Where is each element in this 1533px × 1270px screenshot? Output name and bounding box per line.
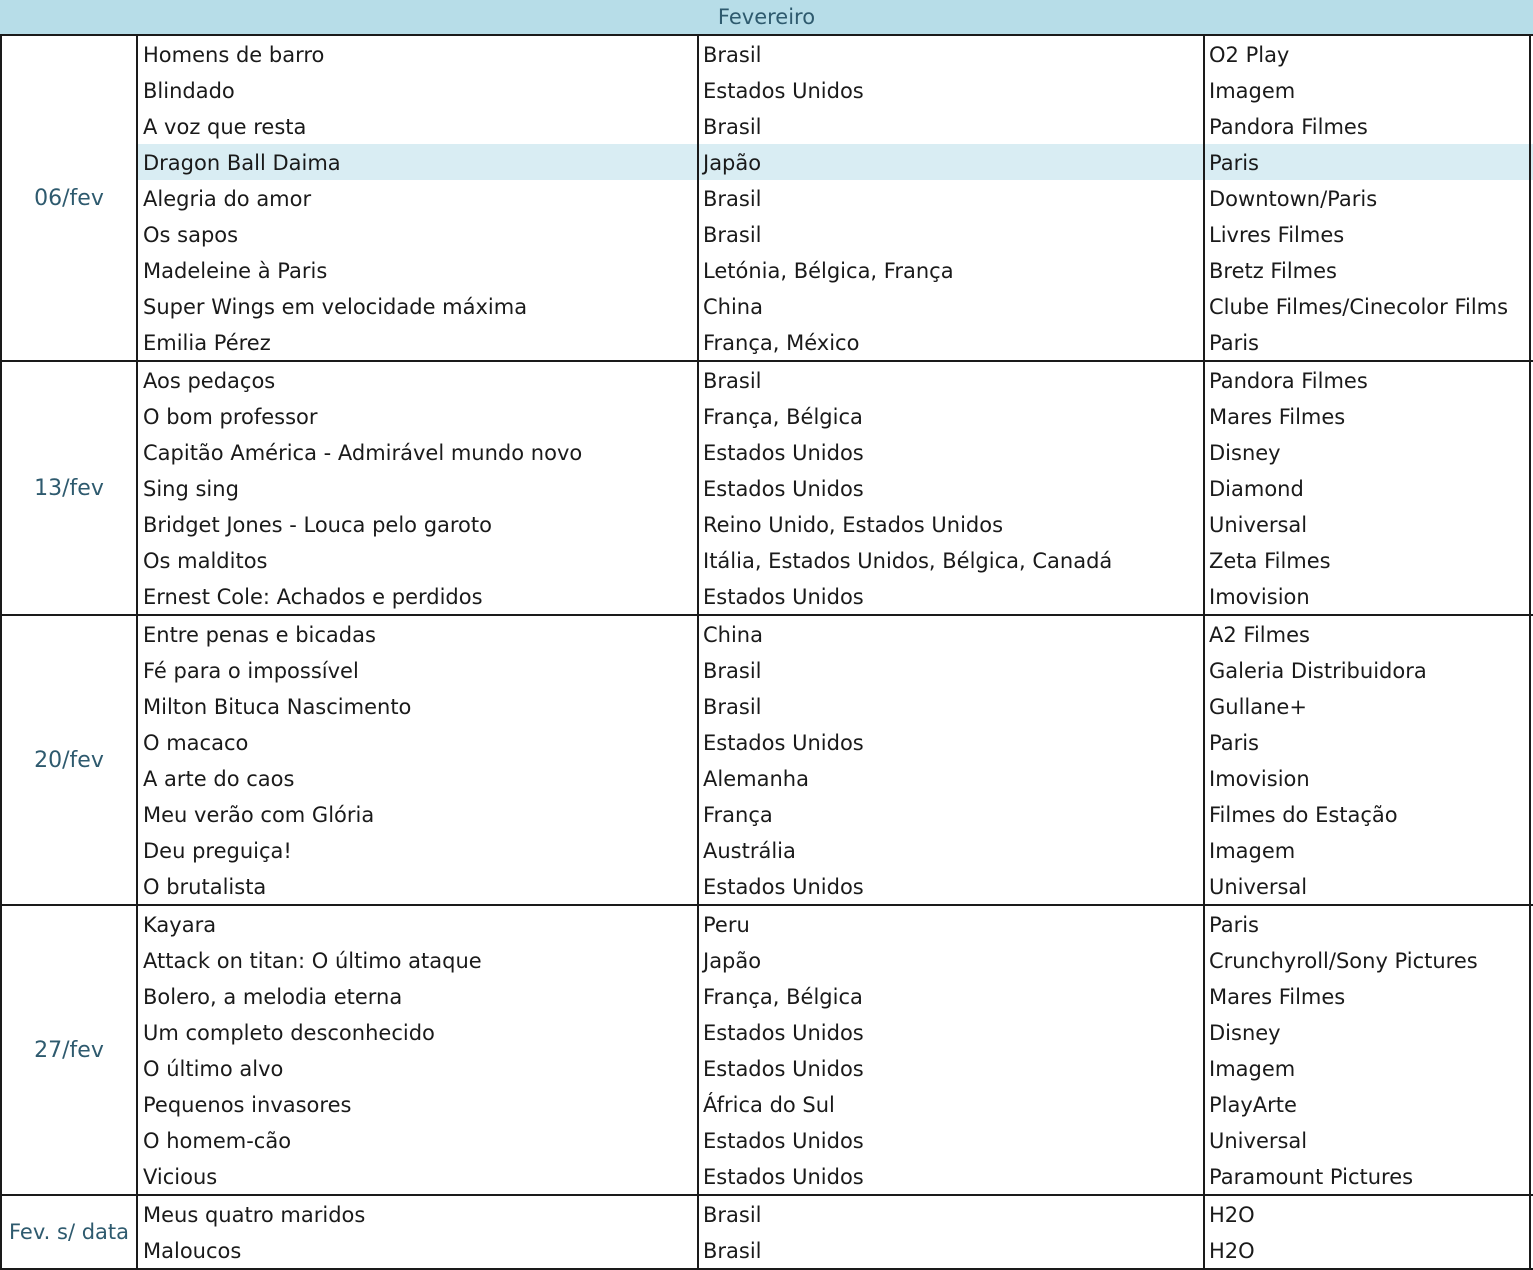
distributor-cell: Paris [1203, 324, 1531, 360]
table-row[interactable] [138, 978, 1533, 1014]
distributor-cell: H2O [1203, 1196, 1531, 1232]
table-row[interactable] [138, 1086, 1533, 1122]
film-title-cell: Meus quatro maridos [143, 1203, 366, 1227]
table-row[interactable] [138, 906, 1533, 942]
table-row[interactable] [138, 1196, 1533, 1232]
film-title-cell: Blindado [143, 79, 235, 103]
film-title-cell: Maloucos [143, 1239, 242, 1263]
country-cell: Estados Unidos [697, 868, 1203, 904]
table-row[interactable] [138, 72, 1533, 108]
month-header [0, 0, 1533, 36]
distributor-cell: Downtown/Paris [1203, 180, 1531, 216]
country-cell: África do Sul [697, 1086, 1203, 1122]
film-title-cell: A voz que resta [143, 115, 307, 139]
country-cell: Japão [697, 942, 1203, 978]
distributor-cell: Bretz Filmes [1203, 252, 1531, 288]
distributor-cell: Universal [1203, 506, 1531, 542]
country-cell: Estados Unidos [697, 1050, 1203, 1086]
film-title-cell: Kayara [143, 913, 217, 937]
table-row[interactable] [138, 506, 1533, 542]
distributor-cell: Imovision [1203, 760, 1531, 796]
country-cell: Estados Unidos [697, 1158, 1203, 1194]
film-title-cell: Vicious [143, 1165, 218, 1189]
table-row[interactable] [138, 144, 1533, 180]
distributor-cell: Diamond [1203, 470, 1531, 506]
country-cell: França, Bélgica [697, 978, 1203, 1014]
table-row[interactable] [138, 796, 1533, 832]
date-group [0, 1196, 1533, 1270]
table-row[interactable] [138, 252, 1533, 288]
distributor-cell: Pandora Filmes [1203, 362, 1531, 398]
distributor-cell: Disney [1203, 434, 1531, 470]
country-cell: Estados Unidos [697, 724, 1203, 760]
distributor-cell: Paris [1203, 906, 1531, 942]
date-group [0, 616, 1533, 906]
film-title-cell: Capitão América - Admirável mundo novo [143, 441, 583, 465]
film-title-cell: Dragon Ball Daima [143, 151, 341, 175]
table-row[interactable] [138, 652, 1533, 688]
distributor-cell: Filmes do Estação [1203, 796, 1531, 832]
film-title-cell: Meu verão com Glória [143, 803, 375, 827]
film-title-cell: Milton Bituca Nascimento [143, 695, 412, 719]
distributor-cell: Imovision [1203, 578, 1531, 614]
distributor-cell: Imagem [1203, 72, 1531, 108]
film-title-cell: Alegria do amor [143, 187, 312, 211]
table-row[interactable] [138, 470, 1533, 506]
country-cell: Brasil [697, 1196, 1203, 1232]
film-title-cell: Aos pedaços [143, 369, 276, 393]
country-cell: Brasil [697, 688, 1203, 724]
distributor-cell: Paris [1203, 144, 1531, 180]
country-cell: Estados Unidos [697, 1122, 1203, 1158]
table-row[interactable] [138, 942, 1533, 978]
date-group [0, 362, 1533, 616]
film-title-cell: Bridget Jones - Louca pelo garoto [143, 513, 492, 537]
table-row[interactable] [138, 578, 1533, 614]
distributor-cell: Livres Filmes [1203, 216, 1531, 252]
table-row[interactable] [138, 760, 1533, 796]
table-row[interactable] [138, 1014, 1533, 1050]
distributor-cell: Mares Filmes [1203, 398, 1531, 434]
country-cell: Austrália [697, 832, 1203, 868]
country-cell: França, México [697, 324, 1203, 360]
date-cell: 27/fev [0, 906, 138, 1194]
table-row[interactable] [138, 542, 1533, 578]
film-title-cell: O macaco [143, 731, 249, 755]
table-row[interactable] [138, 362, 1533, 398]
table-row[interactable] [138, 1158, 1533, 1194]
date-group [0, 36, 1533, 362]
date-cell: 20/fev [0, 616, 138, 904]
film-title-cell: O bom professor [143, 405, 318, 429]
table-row[interactable] [138, 398, 1533, 434]
table-row[interactable] [138, 216, 1533, 252]
distributor-cell: Imagem [1203, 1050, 1531, 1086]
film-title-cell: Entre penas e bicadas [143, 623, 376, 647]
date-cell: Fev. s/ data [0, 1196, 138, 1268]
distributor-cell: Crunchyroll/Sony Pictures [1203, 942, 1531, 978]
table-row[interactable] [138, 868, 1533, 904]
country-cell: Estados Unidos [697, 72, 1203, 108]
date-cell: 13/fev [0, 362, 138, 614]
distributor-cell: O2 Play [1203, 36, 1531, 72]
film-title-cell: Madeleine à Paris [143, 259, 328, 283]
table-row[interactable] [138, 1122, 1533, 1158]
country-cell: China [697, 288, 1203, 324]
table-row[interactable] [138, 724, 1533, 760]
distributor-cell: Paris [1203, 724, 1531, 760]
distributor-cell: Zeta Filmes [1203, 542, 1531, 578]
distributor-cell: Pandora Filmes [1203, 108, 1531, 144]
country-cell: França, Bélgica [697, 398, 1203, 434]
distributor-cell: Clube Filmes/Cinecolor Films [1203, 288, 1531, 324]
distributor-cell: Galeria Distribuidora [1203, 652, 1531, 688]
film-title-cell: Emilia Pérez [143, 331, 271, 355]
country-cell: Brasil [697, 216, 1203, 252]
country-cell: Alemanha [697, 760, 1203, 796]
table-row[interactable] [138, 324, 1533, 360]
country-cell: Itália, Estados Unidos, Bélgica, Canadá [697, 542, 1203, 578]
country-cell: Brasil [697, 108, 1203, 144]
country-cell: Estados Unidos [697, 434, 1203, 470]
film-title-cell: Ernest Cole: Achados e perdidos [143, 585, 483, 609]
country-cell: Peru [697, 906, 1203, 942]
country-cell: França [697, 796, 1203, 832]
film-title-cell: Fé para o impossível [143, 659, 359, 683]
distributor-cell: A2 Filmes [1203, 616, 1531, 652]
distributor-cell: Universal [1203, 1122, 1531, 1158]
film-title-cell: Os malditos [143, 549, 268, 573]
distributor-cell: PlayArte [1203, 1086, 1531, 1122]
country-cell: Brasil [697, 36, 1203, 72]
month-title: Fevereiro [717, 5, 816, 29]
table-row[interactable] [138, 180, 1533, 216]
table-row[interactable] [138, 434, 1533, 470]
country-cell: Estados Unidos [697, 1014, 1203, 1050]
film-title-cell: Attack on titan: O último ataque [143, 949, 482, 973]
film-title-cell: Sing sing [143, 477, 239, 501]
table-row[interactable] [138, 1232, 1533, 1268]
country-cell: Brasil [697, 180, 1203, 216]
country-cell: Reino Unido, Estados Unidos [697, 506, 1203, 542]
country-cell: China [697, 616, 1203, 652]
film-title-cell: Os sapos [143, 223, 239, 247]
film-title-cell: Um completo desconhecido [143, 1021, 435, 1045]
country-cell: Brasil [697, 362, 1203, 398]
film-title-cell: Homens de barro [143, 43, 325, 67]
table-row[interactable] [138, 36, 1533, 72]
date-group [0, 906, 1533, 1196]
distributor-cell: Imagem [1203, 832, 1531, 868]
table-row[interactable] [138, 1050, 1533, 1086]
distributor-cell: Paramount Pictures [1203, 1158, 1531, 1194]
film-title-cell: O homem-cão [143, 1129, 292, 1153]
country-cell: Brasil [697, 1232, 1203, 1268]
table-row[interactable] [138, 616, 1533, 652]
country-cell: Brasil [697, 652, 1203, 688]
table-row[interactable] [138, 832, 1533, 868]
table-row[interactable] [138, 288, 1533, 324]
country-cell: Letónia, Bélgica, França [697, 252, 1203, 288]
table-row[interactable] [138, 108, 1533, 144]
country-cell: Japão [697, 144, 1203, 180]
table-row[interactable] [138, 688, 1533, 724]
date-cell: 06/fev [0, 36, 138, 360]
film-title-cell: Deu preguiça! [143, 839, 292, 863]
distributor-cell: Mares Filmes [1203, 978, 1531, 1014]
distributor-cell: Disney [1203, 1014, 1531, 1050]
film-title-cell: O brutalista [143, 875, 267, 899]
film-title-cell: O último alvo [143, 1057, 284, 1081]
distributor-cell: Universal [1203, 868, 1531, 904]
distributor-cell: H2O [1203, 1232, 1531, 1268]
country-cell: Estados Unidos [697, 578, 1203, 614]
film-title-cell: Super Wings em velocidade máxima [143, 295, 528, 319]
film-title-cell: A arte do caos [143, 767, 295, 791]
film-title-cell: Bolero, a melodia eterna [143, 985, 403, 1009]
country-cell: Estados Unidos [697, 470, 1203, 506]
film-title-cell: Pequenos invasores [143, 1093, 352, 1117]
distributor-cell: Gullane+ [1203, 688, 1531, 724]
